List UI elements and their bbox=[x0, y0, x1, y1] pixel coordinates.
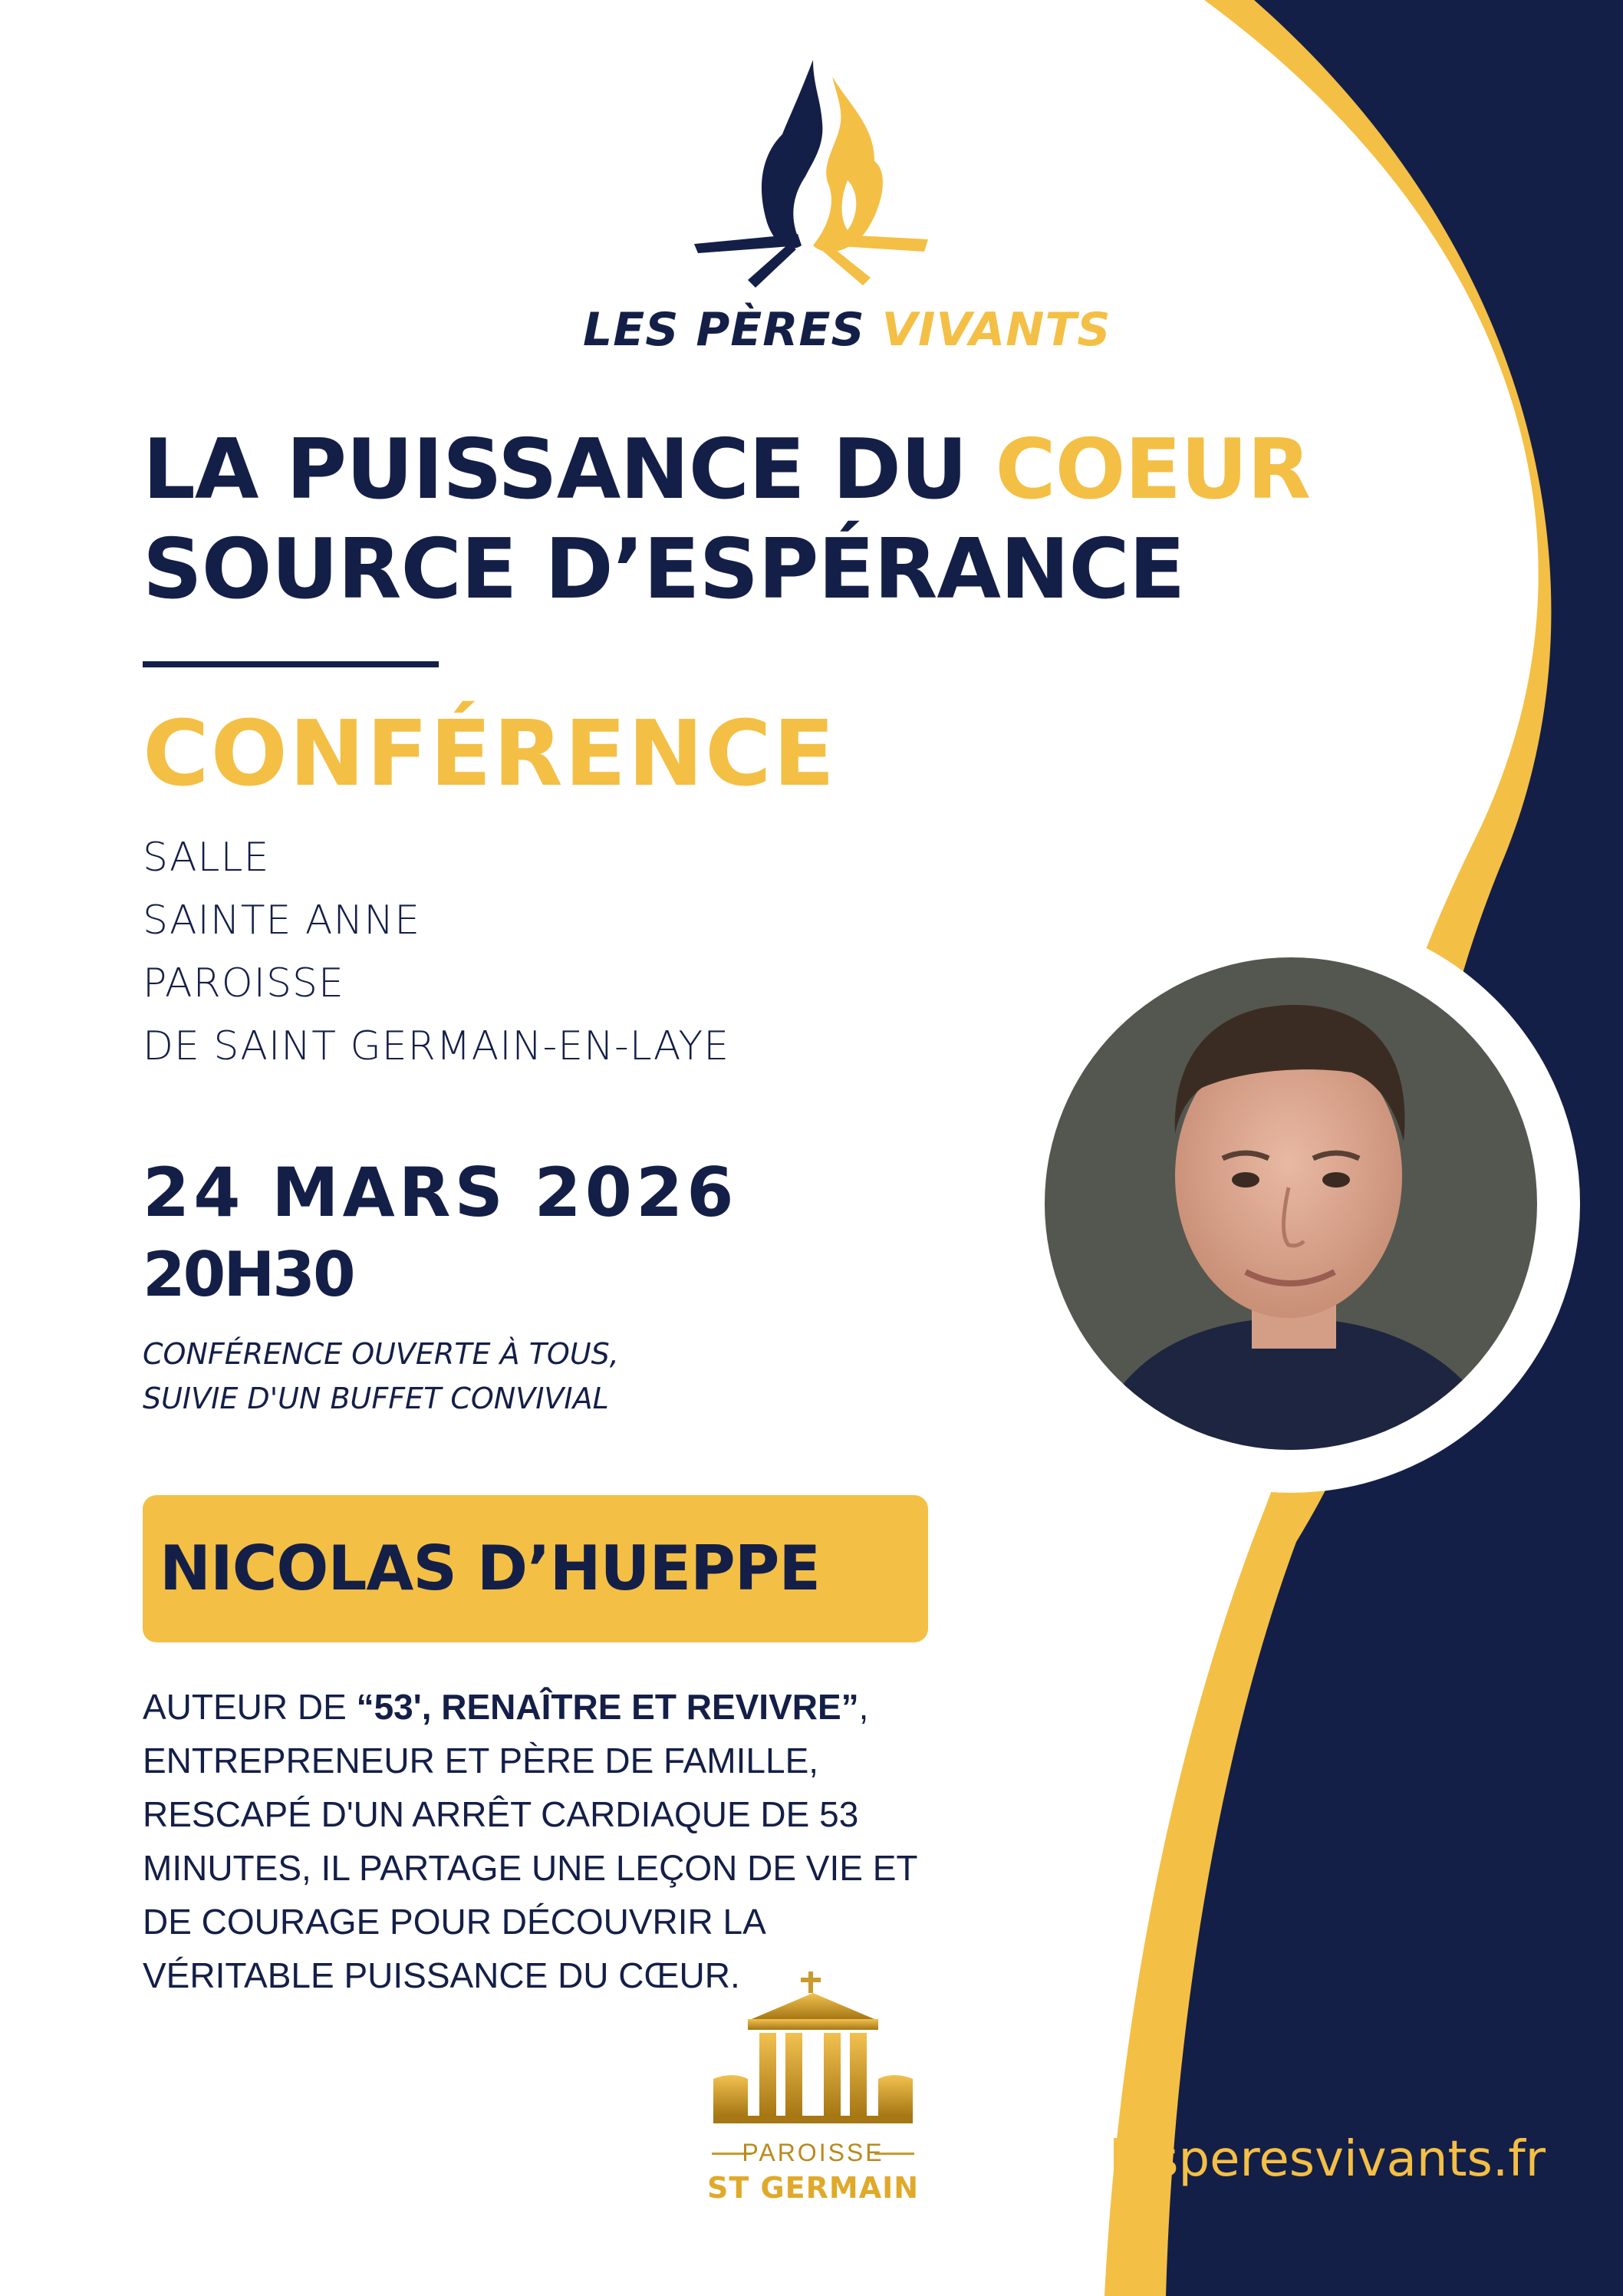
note-line: SUIVIE D'UN BUFFET CONVIVIAL bbox=[143, 1382, 609, 1415]
speaker-name: NICOLAS D’HUEPPE bbox=[160, 1533, 821, 1604]
speaker-name-box bbox=[143, 1495, 928, 1642]
venue-line: SAINTE ANNE bbox=[143, 898, 421, 944]
title-line1 bbox=[143, 422, 1310, 518]
speaker-photo bbox=[1045, 957, 1537, 1450]
page-title bbox=[143, 420, 1310, 620]
venue-line: DE SAINT GERMAIN-EN-LAYE bbox=[143, 1023, 730, 1069]
title-line1-text: LA PUISSANCE DU bbox=[143, 422, 967, 518]
speaker-bio bbox=[143, 1680, 971, 2002]
website-link[interactable]: lesperesvivants.fr bbox=[1109, 2131, 1546, 2188]
speaker-photo-frame bbox=[1002, 914, 1580, 1493]
bio-book-title: “53', RENAÎTRE ET REVIVRE” bbox=[356, 1687, 859, 1727]
venue-line: SALLE bbox=[143, 835, 270, 881]
venue-line: PAROISSE bbox=[143, 960, 344, 1006]
title-divider bbox=[143, 661, 439, 667]
bio-prefix: AUTEUR DE bbox=[143, 1687, 357, 1727]
venue-block bbox=[143, 826, 729, 1078]
bio-line: RESCAPÉ D'UN ARRÊT CARDIAQUE DE 53 bbox=[143, 1794, 859, 1834]
parish-label: PAROISSE bbox=[742, 2139, 884, 2166]
bio-line bbox=[143, 1680, 971, 1734]
bio-line: MINUTES, IL PARTAGE UNE LEÇON DE VIE ET bbox=[143, 1848, 918, 1888]
event-type: CONFÉRENCE bbox=[143, 700, 837, 806]
title-line2: SOURCE D’ESPÉRANCE bbox=[143, 522, 1185, 618]
parish-logo bbox=[706, 1972, 920, 2217]
note-line: CONFÉRENCE OUVERTE À TOUS, bbox=[143, 1337, 619, 1371]
brand-name-part2: VIVANTS bbox=[881, 303, 1111, 357]
event-date: 24 MARS 2026 bbox=[143, 1153, 738, 1232]
title-highlight: COEUR bbox=[995, 422, 1311, 518]
brand-name-part1: LES PÈRES bbox=[583, 303, 865, 357]
bio-suffix: , bbox=[858, 1687, 869, 1727]
bio-line: ENTREPRENEUR ET PÈRE DE FAMILLE, bbox=[143, 1741, 819, 1780]
bio-line: VÉRITABLE PUISSANCE DU CŒUR. bbox=[143, 1955, 740, 1995]
event-note bbox=[143, 1332, 619, 1421]
brand-wordmark bbox=[583, 303, 1111, 357]
event-time: 20H30 bbox=[143, 1239, 354, 1310]
bio-line: DE COURAGE POUR DÉCOUVRIR LA bbox=[143, 1902, 766, 1942]
church-icon bbox=[706, 1972, 920, 2140]
parish-name: ST GERMAIN bbox=[706, 2171, 920, 2205]
